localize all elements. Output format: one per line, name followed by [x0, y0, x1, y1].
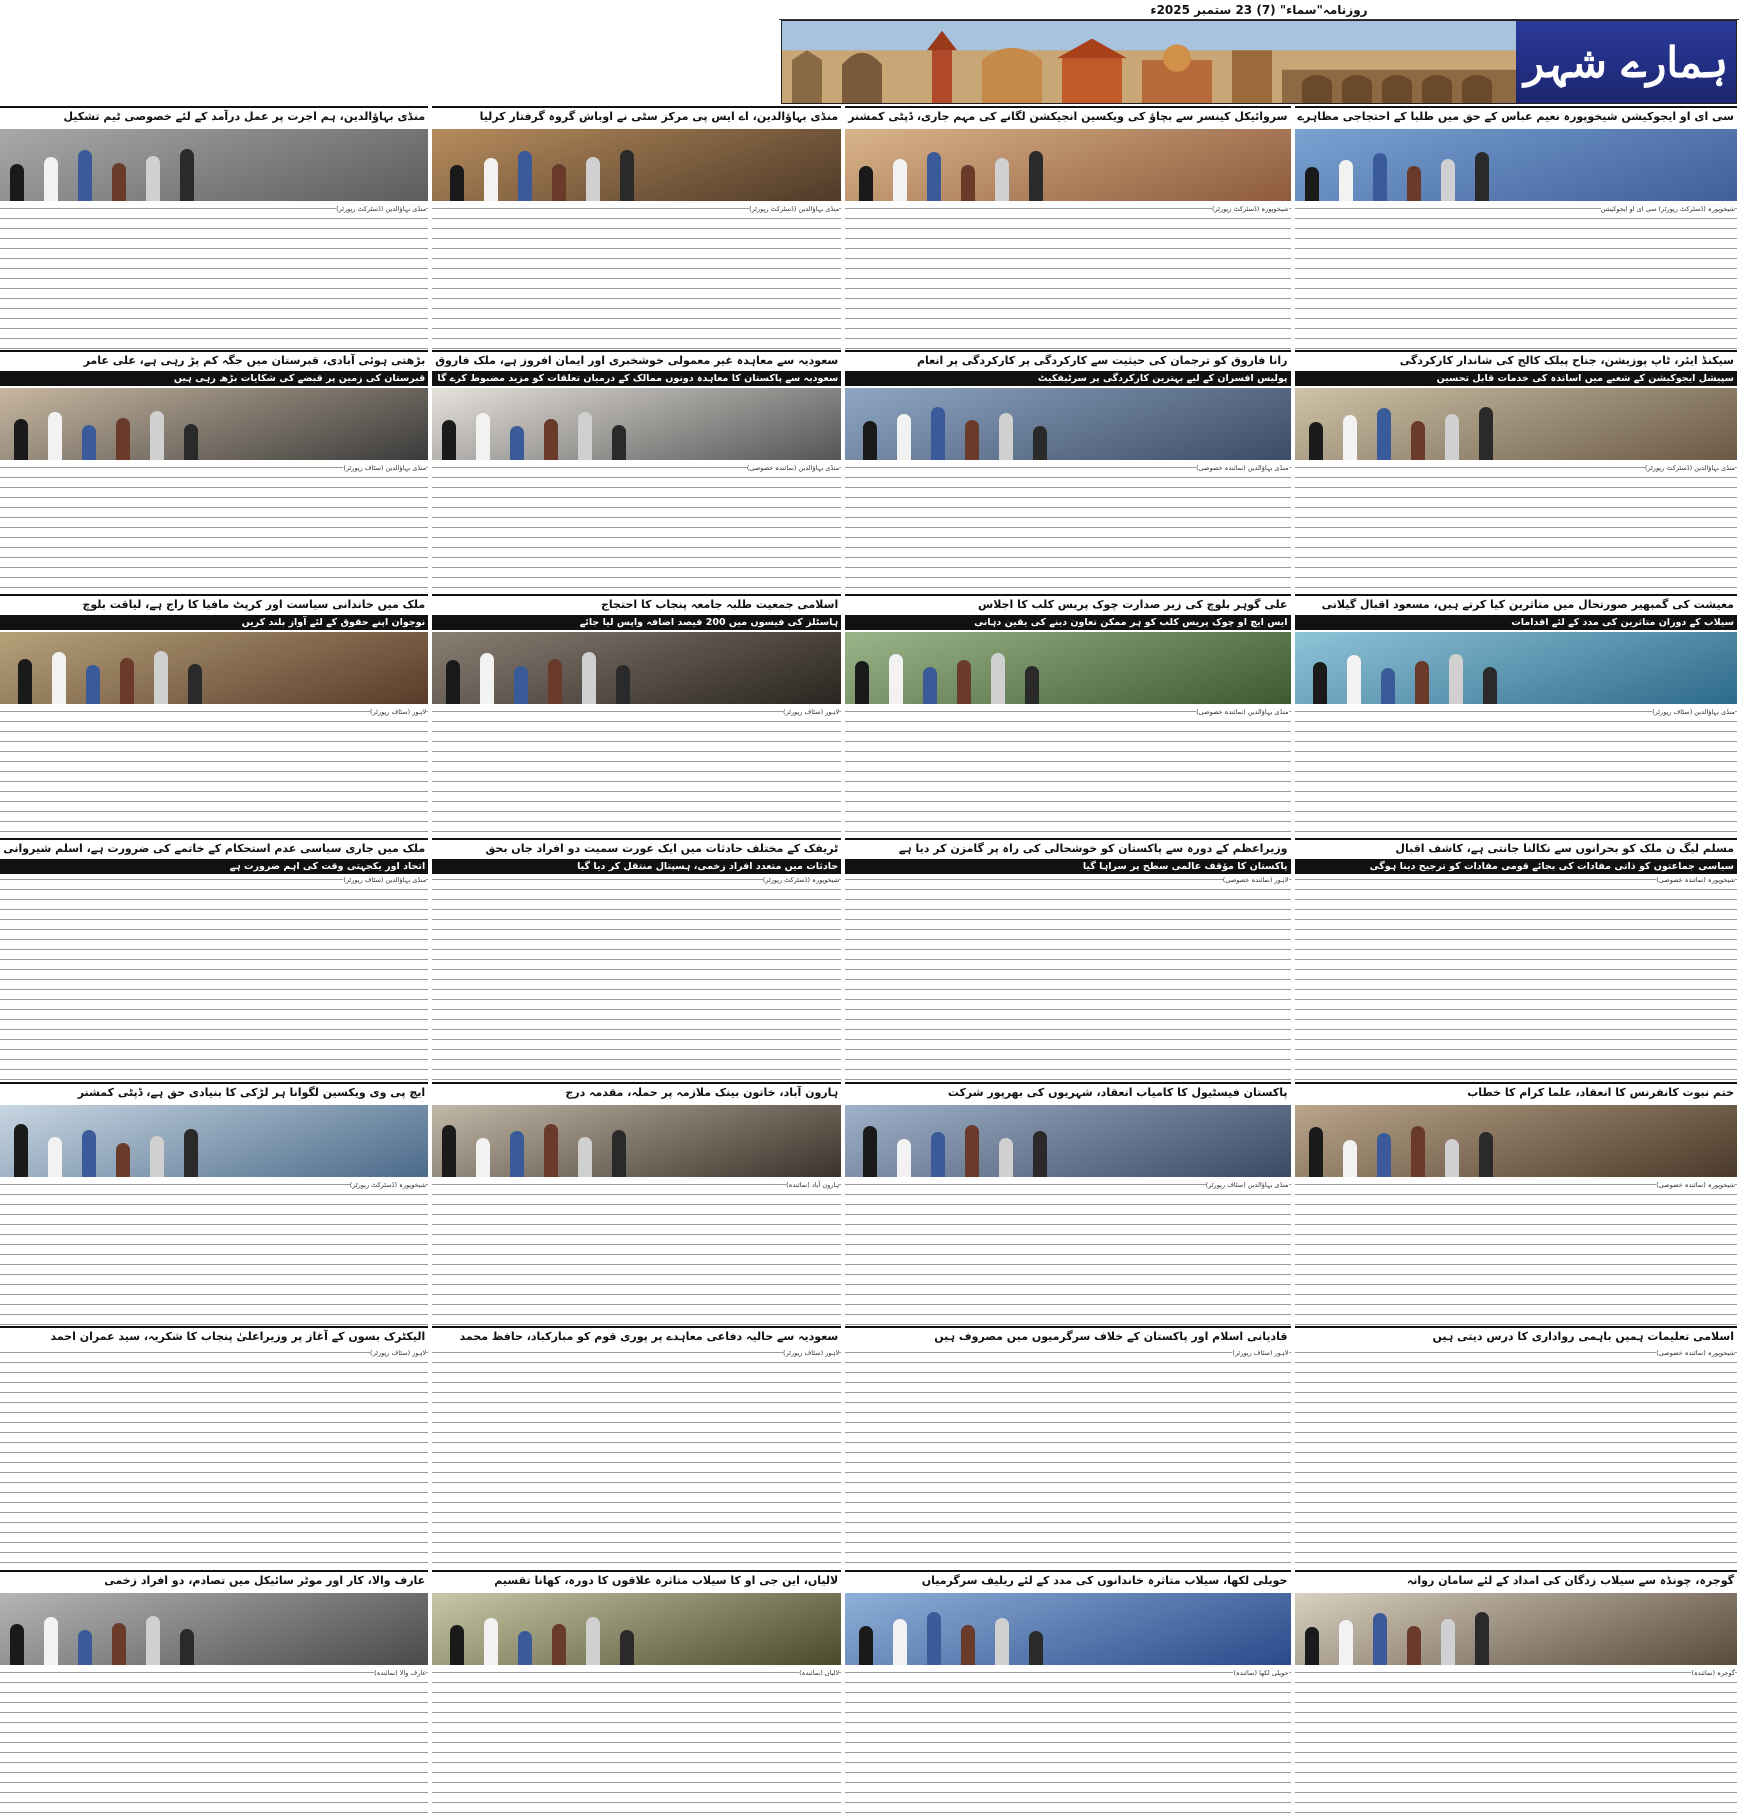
photo-figure [1373, 1613, 1387, 1665]
photo-figure [1381, 668, 1395, 704]
story-headline[interactable]: ٹریفک کے مختلف حادثات میں ایک عورت سمیت دو افراد جاں بحق [432, 840, 841, 859]
photo-figure [184, 424, 198, 460]
story-photo [432, 632, 841, 704]
photo-figure [863, 421, 877, 460]
story-lead: حویلی لکھا (نمائندہ) [1233, 1668, 1289, 1677]
news-story[interactable] [432, 106, 841, 350]
story-lead: منڈی بہاؤالدین (نمائندہ خصوصی) [1196, 463, 1289, 472]
photo-figure [612, 425, 626, 460]
story-headline[interactable]: سیکنڈ ایئر، ٹاپ پوزیشن، جناح پبلک کالج کی شاندار کارکردگی [1295, 352, 1738, 371]
story-headline[interactable]: قادیانی اسلام اور پاکستان کے خلاف سرگرمیوں میں مصروف ہیں [845, 1328, 1290, 1347]
masthead-banner [781, 20, 1737, 104]
photo-figure [1479, 407, 1493, 460]
photo-figure [1479, 1132, 1493, 1177]
photo-figure [1033, 1131, 1047, 1177]
story-lead: لالیاں (نمائندہ) [799, 1668, 840, 1677]
story-headline[interactable]: سروائیکل کینسر سے بچاؤ کی ویکسین انجیکشن لگانے کی مہم جاری، ڈپٹی کمشنر [845, 108, 1290, 127]
story-body [0, 203, 428, 350]
photo-figure [1305, 167, 1319, 201]
photo-figure [484, 158, 498, 201]
story-lead: منڈی بہاؤالدین (سٹاف رپورٹر) [343, 875, 427, 884]
news-story[interactable] [432, 1082, 841, 1326]
photo-figure [52, 652, 66, 704]
photo-figure [961, 1625, 975, 1665]
photo-figure [616, 665, 630, 704]
photo-figure [120, 658, 134, 704]
story-photo [432, 1593, 841, 1665]
news-story[interactable] [0, 1326, 428, 1570]
story-subheadline: پاکستان کا مؤقف عالمی سطح پر سراہا گیا [845, 859, 1290, 874]
photo-figure [1309, 422, 1323, 460]
photo-figure [1339, 1620, 1353, 1665]
story-lead: منڈی بہاؤالدین (سٹاف رپورٹر) [1652, 707, 1735, 716]
photo-figure [1441, 159, 1455, 201]
photo-figure [927, 152, 941, 201]
story-photo [1295, 129, 1738, 201]
photo-figure [1475, 1612, 1489, 1665]
story-body [845, 203, 1290, 350]
photo-figure [10, 1624, 24, 1665]
story-body [1295, 1347, 1738, 1570]
story-body [845, 874, 1290, 1082]
photo-figure [146, 1616, 160, 1665]
photo-figure [552, 1624, 566, 1665]
photo-figure [544, 419, 558, 460]
photo-figure [150, 1136, 164, 1177]
story-headline[interactable]: گوجرہ، چونڈہ سے سیلاب زدگان کی امداد کے لئے سامان روانہ [1295, 1572, 1738, 1591]
photo-figure [965, 420, 979, 460]
story-headline[interactable]: پاکستان فیسٹیول کا کامیاب انعقاد، شہریوں کی بھرپور شرکت [845, 1084, 1290, 1103]
story-photo [0, 129, 428, 201]
story-lead: منڈی بہاؤالدین (ڈسٹرکٹ رپورٹر) [1644, 463, 1735, 472]
photo-figure [1407, 1626, 1421, 1665]
story-body [432, 462, 841, 594]
photo-figure [855, 661, 869, 704]
photo-figure [476, 1138, 490, 1177]
photo-figure [991, 653, 1005, 704]
photo-figure [1373, 153, 1387, 201]
news-story[interactable] [0, 106, 428, 350]
story-photo [845, 388, 1290, 460]
photo-figure [48, 412, 62, 460]
news-story[interactable] [1295, 106, 1738, 350]
story-photo [0, 1593, 428, 1665]
photo-figure [44, 1617, 58, 1665]
section-title: ہمارے شہر [1523, 37, 1729, 87]
story-photo [1295, 388, 1738, 460]
story-lead: لاہور (سٹاف رپورٹر) [370, 707, 427, 716]
photo-figure [893, 1619, 907, 1665]
photo-figure [548, 659, 562, 704]
news-story[interactable] [845, 1326, 1290, 1570]
news-story[interactable] [845, 1082, 1290, 1326]
story-lead: منڈی بہاؤالدین (ڈسٹرکٹ رپورٹر) [336, 204, 427, 213]
photo-figure [544, 1124, 558, 1177]
photo-figure [1313, 662, 1327, 704]
story-body [432, 1179, 841, 1326]
story-body [845, 1347, 1290, 1570]
photo-figure [859, 1626, 873, 1665]
story-subheadline: سپیشل ایجوکیشن کے شعبے میں اساتذہ کی خدمات قابل تحسین [1295, 371, 1738, 386]
story-subheadline: پولیس افسران کے لیے بہترین کارکردگی پر سرٹیفکیٹ [845, 371, 1290, 386]
news-story[interactable] [845, 594, 1290, 838]
photo-figure [586, 157, 600, 201]
photo-figure [1441, 1619, 1455, 1665]
story-headline[interactable]: ایچ پی وی ویکسین لگوانا ہر لڑکی کا بنیادی حق ہے، ڈپٹی کمشنر [0, 1084, 428, 1103]
story-photo [845, 632, 1290, 704]
news-story[interactable] [845, 1570, 1290, 1814]
story-photo [0, 388, 428, 460]
news-story[interactable] [845, 106, 1290, 350]
photo-figure [480, 653, 494, 704]
story-lead: شیخوپورہ (ڈسٹرکٹ رپورٹر) [762, 875, 840, 884]
photo-figure [552, 164, 566, 201]
story-headline[interactable]: مسلم لیگ ن ملک کو بحرانوں سے نکالنا جانتی ہے، کاشف اقبال [1295, 840, 1738, 859]
story-photo [1295, 1593, 1738, 1665]
story-headline[interactable]: اسلامی جمعیت طلبہ جامعہ پنجاب کا احتجاج [432, 596, 841, 615]
story-headline[interactable]: اسلامی تعلیمات ہمیں باہمی رواداری کا درس دیتی ہیں [1295, 1328, 1738, 1347]
story-body [0, 706, 428, 838]
news-story[interactable] [0, 838, 428, 1082]
news-story[interactable] [1295, 594, 1738, 838]
photo-figure [154, 651, 168, 704]
story-lead: منڈی بہاؤالدین (ڈسٹرکٹ رپورٹر) [749, 204, 840, 213]
story-body [432, 203, 841, 350]
photo-figure [620, 150, 634, 201]
story-body [1295, 706, 1738, 838]
story-body [845, 1667, 1290, 1814]
story-subheadline: سیلاب کے دوران متاثرین کی مدد کے لئے اقدامات [1295, 615, 1738, 630]
photo-figure [146, 156, 160, 201]
story-lead: گوجرہ (نمائندہ) [1691, 1668, 1735, 1677]
photo-figure [957, 660, 971, 704]
story-lead: شیخوپورہ (نمائندہ خصوصی) [1656, 875, 1735, 884]
photo-figure [180, 149, 194, 201]
story-lead: شیخوپورہ (نمائندہ خصوصی) [1656, 1348, 1735, 1357]
story-headline[interactable]: الیکٹرک بسوں کے آغاز پر وزیراعلیٰ پنجاب کا شکریہ، سید عمران احمد [0, 1328, 428, 1347]
photo-figure [18, 659, 32, 704]
photo-figure [1411, 1126, 1425, 1177]
photo-figure [14, 1124, 28, 1177]
news-story[interactable] [432, 594, 841, 838]
story-body [432, 706, 841, 838]
photo-figure [82, 425, 96, 460]
story-body [0, 1347, 428, 1570]
story-body [0, 1667, 428, 1814]
photo-figure [1377, 408, 1391, 460]
photo-figure [1309, 1127, 1323, 1177]
photo-figure [931, 407, 945, 460]
photo-figure [897, 1139, 911, 1177]
photo-figure [1029, 1631, 1043, 1665]
photo-figure [897, 414, 911, 460]
photo-figure [1343, 1140, 1357, 1177]
story-body [432, 1667, 841, 1814]
story-headline[interactable]: لالیاں، این جی او کا سیلاب متاثرہ علاقوں کا دورہ، کھانا تقسیم [432, 1572, 841, 1591]
news-story[interactable] [1295, 1570, 1738, 1814]
news-story[interactable] [1295, 838, 1738, 1082]
story-lead: شیخوپورہ (ڈسٹرکٹ رپورٹر) سی ای او ایجوکیشن [1600, 204, 1735, 213]
dateline-strip [779, 0, 1739, 20]
story-photo [845, 1105, 1290, 1177]
news-story[interactable] [845, 350, 1290, 594]
photo-figure [446, 660, 460, 704]
story-lead: لاہور (سٹاف رپورٹر) [783, 1348, 840, 1357]
story-subheadline: ہاسٹلز کی فیسوں میں 200 فیصد اضافہ واپس لیا جائے [432, 615, 841, 630]
photo-figure [995, 158, 1009, 201]
photo-figure [112, 163, 126, 201]
photo-figure [1377, 1133, 1391, 1177]
story-body [1295, 1179, 1738, 1326]
news-story[interactable] [432, 838, 841, 1082]
news-story[interactable] [0, 1082, 428, 1326]
news-grid [3, 104, 1739, 1814]
photo-figure [1415, 661, 1429, 704]
photo-figure [1339, 160, 1353, 201]
news-story[interactable] [432, 1326, 841, 1570]
photo-figure [44, 157, 58, 201]
story-lead: لاہور (سٹاف رپورٹر) [1232, 1348, 1289, 1357]
photo-figure [1483, 667, 1497, 704]
story-body [0, 874, 428, 1082]
story-body [1295, 203, 1738, 350]
story-body [845, 706, 1290, 838]
photo-figure [180, 1629, 194, 1665]
story-subheadline: سعودیہ سے پاکستان کا معاہدہ دونوں ممالک کے درمیان تعلقات کو مزید مضبوط کرے گا [432, 371, 841, 386]
story-headline[interactable]: سعودیہ سے معاہدہ غیر معمولی خوشخبری اور ایمان افروز ہے، ملک فاروق [432, 352, 841, 371]
story-lead: منڈی بہاؤالدین (نمائندہ خصوصی) [1196, 707, 1289, 716]
story-lead: لاہور (سٹاف رپورٹر) [370, 1348, 427, 1357]
story-lead: لاہور (سٹاف رپورٹر) [783, 707, 840, 716]
photo-figure [889, 654, 903, 704]
photo-figure [510, 1131, 524, 1177]
photo-figure [1343, 415, 1357, 460]
story-subheadline: حادثات میں متعدد افراد زخمی، ہسپتال منتقل کر دیا گیا [432, 859, 841, 874]
photo-figure [1445, 414, 1459, 460]
story-body [432, 1347, 841, 1570]
photo-figure [82, 1130, 96, 1177]
story-headline[interactable]: معیشت کی گمبھیر صورتحال میں متاثرین کیا کرتے ہیں، مسعود اقبال گیلانی [1295, 596, 1738, 615]
story-photo [432, 1105, 841, 1177]
story-lead: ہارون آباد (نمائندہ) [786, 1180, 840, 1189]
story-body [1295, 462, 1738, 594]
photo-figure [450, 165, 464, 201]
photo-figure [582, 652, 596, 704]
story-subheadline: سیاسی جماعتوں کو ذاتی مفادات کی بجائے قومی مفادات کو ترجیح دینا ہوگی [1295, 859, 1738, 874]
story-body [0, 1179, 428, 1326]
story-photo [0, 632, 428, 704]
story-photo [432, 129, 841, 201]
photo-figure [116, 418, 130, 460]
photo-figure [1033, 426, 1047, 460]
photo-figure [999, 413, 1013, 460]
photo-figure [1475, 152, 1489, 201]
story-body [845, 1179, 1290, 1326]
photo-figure [518, 1631, 532, 1665]
story-lead: منڈی بہاؤالدین (نمائندہ خصوصی) [746, 463, 840, 472]
story-subheadline: قبرستان کی زمین پر قبضے کی شکایات بڑھ رہی ہیں [0, 371, 428, 386]
photo-figure [1411, 421, 1425, 460]
news-story[interactable] [1295, 1082, 1738, 1326]
story-photo [1295, 1105, 1738, 1177]
photo-figure [514, 666, 528, 704]
story-headline[interactable]: ہارون آباد، خاتون بینک ملازمہ پر حملہ، مقدمہ درج [432, 1084, 841, 1103]
story-headline[interactable]: ختم نبوت کانفرنس کا انعقاد، علما کرام کا خطاب [1295, 1084, 1738, 1103]
dateline: روزنامہ"سماء" (7) 23 ستمبر 2025ء [1150, 2, 1368, 17]
story-headline[interactable]: بڑھتی ہوئی آبادی، قبرستان میں جگہ کم پڑ رہی ہے، علی عامر [0, 352, 428, 371]
photo-figure [859, 166, 873, 201]
photo-figure [450, 1625, 464, 1665]
photo-figure [1305, 1627, 1319, 1665]
photo-figure [999, 1138, 1013, 1177]
photo-figure [1449, 654, 1463, 704]
photo-figure [1407, 166, 1421, 201]
story-subheadline: ایس ایچ او چوک پریس کلب کو ہر ممکن تعاون دینے کی یقین دہانی [845, 615, 1290, 630]
story-photo [0, 1105, 428, 1177]
photo-figure [578, 412, 592, 460]
photo-figure [1029, 151, 1043, 201]
photo-figure [927, 1612, 941, 1665]
photo-figure [78, 150, 92, 201]
story-body [845, 462, 1290, 594]
story-headline[interactable]: ملک میں جاری سیاسی عدم استحکام کے خاتمے کی ضرورت ہے، اسلم شیروانی [0, 840, 428, 859]
news-story[interactable] [0, 594, 428, 838]
photo-figure [1025, 666, 1039, 704]
photo-figure [965, 1125, 979, 1177]
story-lead: لاہور (نمائندہ خصوصی) [1222, 875, 1289, 884]
story-headline[interactable]: ملک میں خاندانی سیاست اور کرپٹ مافیا کا راج ہے، لیاقت بلوچ [0, 596, 428, 615]
photo-figure [893, 159, 907, 201]
photo-figure [484, 1618, 498, 1665]
story-headline[interactable]: عارف والا، کار اور موٹر سائیکل میں تصادم، دو افراد زخمی [0, 1572, 428, 1591]
story-headline[interactable]: رانا فاروق کو ترجمان کی حیثیت سے کارکردگی پر کارکردگی پر انعام [845, 352, 1290, 371]
story-body [0, 462, 428, 594]
photo-figure [150, 411, 164, 460]
city-collage-image [782, 21, 1522, 103]
story-lead: منڈی بہاؤالدین (سٹاف رپورٹر) [1205, 1180, 1289, 1189]
photo-figure [995, 1618, 1009, 1665]
photo-figure [476, 413, 490, 460]
story-headline[interactable]: سی ای او ایجوکیشن شیخوپورہ نعیم عباس کے حق میں طلبا کے احتجاجی مظاہرے [1295, 108, 1738, 127]
photo-figure [1445, 1139, 1459, 1177]
story-headline[interactable]: وزیراعظم کے دورہ سے پاکستان کو خوشحالی کی راہ پر گامزن کر دیا ہے [845, 840, 1290, 859]
photo-figure [78, 1630, 92, 1665]
photo-figure [48, 1137, 62, 1177]
photo-figure [586, 1617, 600, 1665]
photo-figure [518, 151, 532, 201]
story-body [432, 874, 841, 1082]
photo-figure [620, 1630, 634, 1665]
section-title-block [1516, 21, 1736, 103]
photo-figure [578, 1137, 592, 1177]
story-lead: شیخوپورہ (نمائندہ خصوصی) [1656, 1180, 1735, 1189]
story-headline[interactable]: حویلی لکھا، سیلاب متاثرہ خاندانوں کی مدد کے لئے ریلیف سرگرمیاں [845, 1572, 1290, 1591]
photo-figure [14, 419, 28, 460]
story-photo [1295, 632, 1738, 704]
photo-figure [10, 164, 24, 201]
story-headline[interactable]: علی گوہر بلوچ کی زیر صدارت چوک پریس کلب کا اجلاس [845, 596, 1290, 615]
news-story[interactable] [432, 1570, 841, 1814]
photo-figure [184, 1129, 198, 1177]
photo-figure [612, 1130, 626, 1177]
photo-figure [188, 664, 202, 704]
story-subheadline: اتحاد اور یکجہتی وقت کی اہم ضرورت ہے [0, 859, 428, 874]
photo-figure [961, 165, 975, 201]
news-story[interactable] [0, 1570, 428, 1814]
photo-figure [442, 420, 456, 460]
news-story[interactable] [432, 350, 841, 594]
photo-figure [86, 665, 100, 704]
story-lead: منڈی بہاؤالدین (سٹاف رپورٹر) [343, 463, 427, 472]
news-story[interactable] [1295, 350, 1738, 594]
story-photo [432, 388, 841, 460]
news-story[interactable] [1295, 1326, 1738, 1570]
story-lead: عارف والا (نمائندہ) [374, 1668, 427, 1677]
news-story[interactable] [845, 838, 1290, 1082]
photo-figure [863, 1126, 877, 1177]
story-headline[interactable]: سعودیہ سے حالیہ دفاعی معاہدے پر پوری قوم کو مبارکباد، حافظ محمد [432, 1328, 841, 1347]
story-photo [845, 129, 1290, 201]
story-lead: شیخوپورہ (ڈسٹرکٹ رپورٹر) [1212, 204, 1289, 213]
news-story[interactable] [0, 350, 428, 594]
story-photo [845, 1593, 1290, 1665]
photo-figure [442, 1125, 456, 1177]
story-body [1295, 874, 1738, 1082]
story-headline[interactable]: منڈی بہاؤالدین، اے ایس پی مرکز سٹی نے اوباش گروہ گرفتار کرلیا [432, 108, 841, 127]
photo-figure [510, 426, 524, 460]
photo-figure [112, 1623, 126, 1665]
story-subheadline: نوجوان اپنے حقوق کے لئے آواز بلند کریں [0, 615, 428, 630]
photo-figure [931, 1132, 945, 1177]
story-body [1295, 1667, 1738, 1814]
story-headline[interactable]: منڈی بہاؤالدین، ہم اجرت پر عمل درآمد کے لئے خصوصی ٹیم تشکیل [0, 108, 428, 127]
photo-figure [923, 667, 937, 704]
story-lead: شیخوپورہ (ڈسٹرکٹ رپورٹر) [349, 1180, 427, 1189]
photo-figure [1347, 655, 1361, 704]
photo-figure [116, 1143, 130, 1177]
